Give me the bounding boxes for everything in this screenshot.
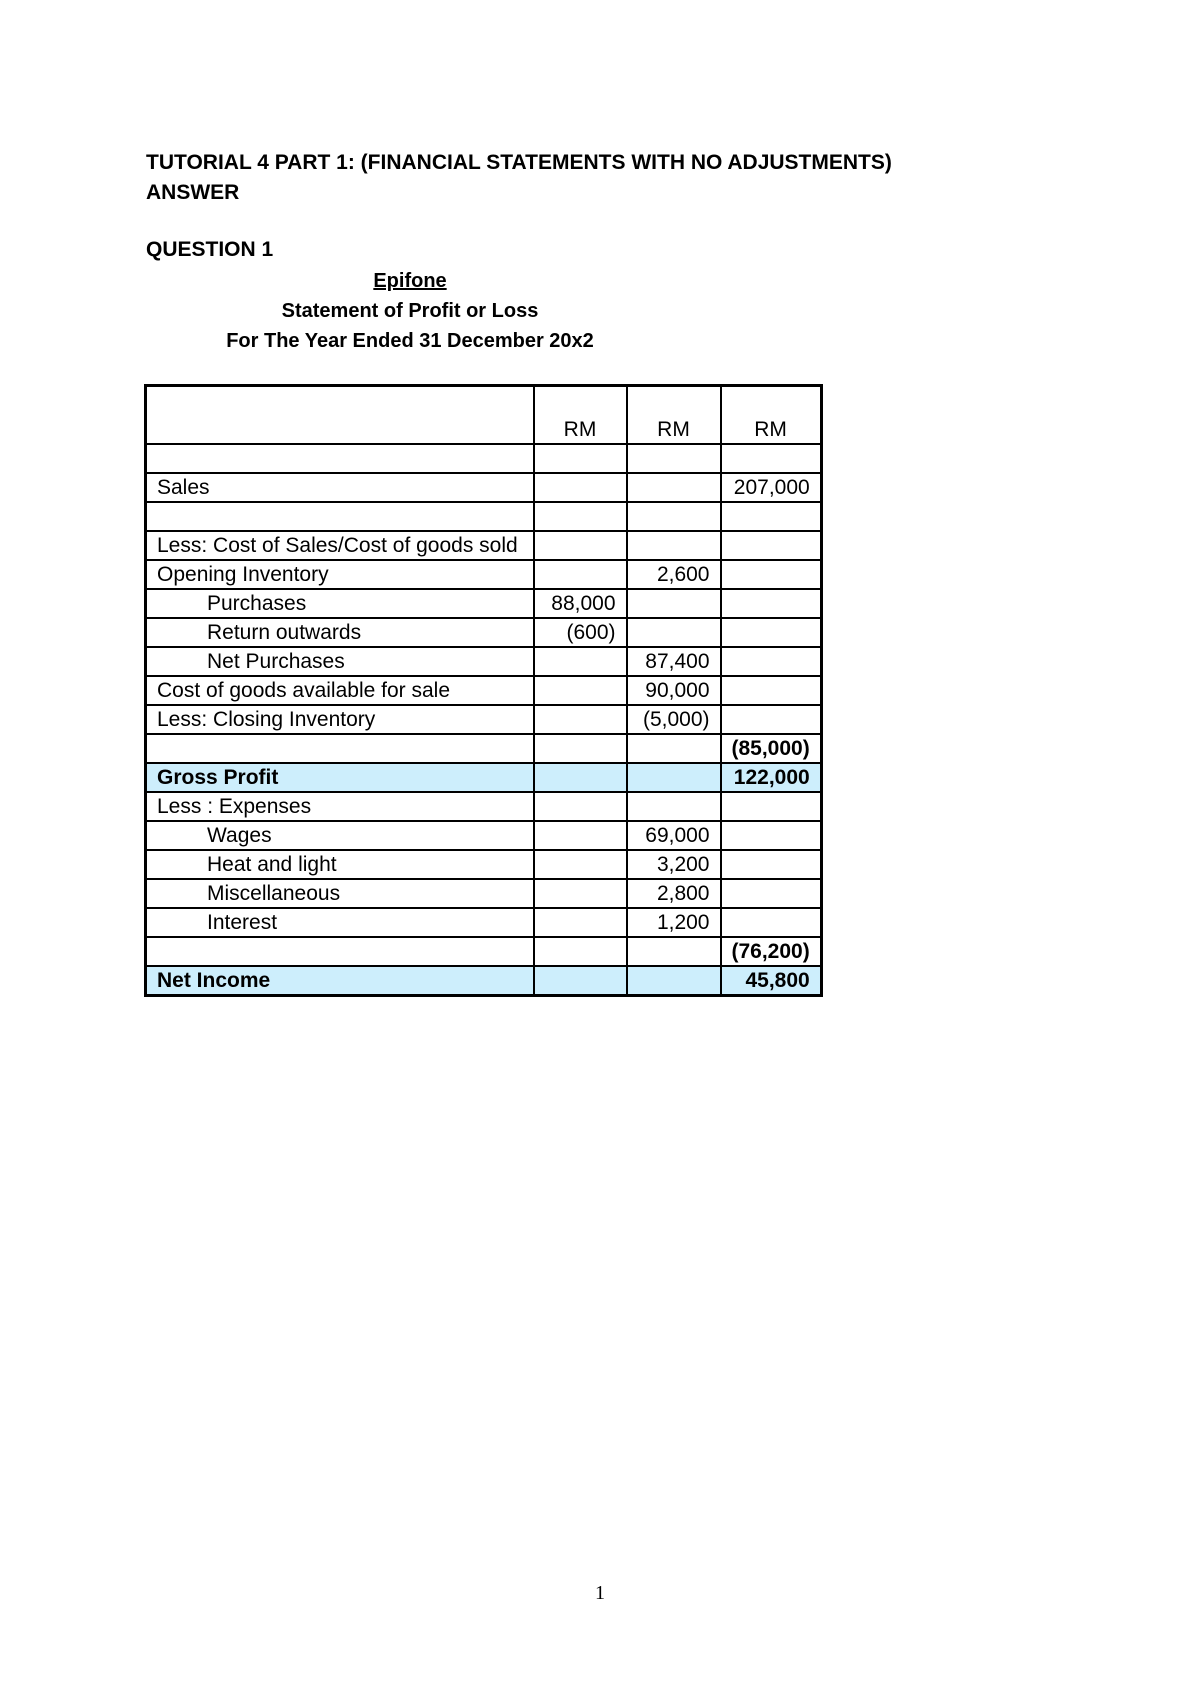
- header-cell-label: [146, 386, 534, 445]
- row-total-cell: [721, 560, 822, 589]
- row-total-cell: [721, 647, 822, 676]
- row-amount-cell: [534, 676, 627, 705]
- row-total-cell: (76,200): [721, 937, 822, 966]
- row-total-cell: [721, 531, 822, 560]
- row-amount-cell: 90,000: [627, 676, 721, 705]
- row-amount-cell: [627, 734, 721, 763]
- row-label-cell: Opening Inventory: [146, 560, 534, 589]
- statement-title: Statement of Profit or Loss: [281, 300, 539, 322]
- table-row: [146, 589, 822, 618]
- table-row: [146, 502, 822, 531]
- page-number: 1: [595, 1582, 605, 1604]
- row-label-cell: Gross Profit: [146, 763, 534, 792]
- header-cell-rm: RM: [534, 386, 627, 445]
- row-amount-cell: 87,400: [627, 647, 721, 676]
- statement-period: For The Year Ended 31 December 20x2: [226, 330, 594, 352]
- table-row: [146, 676, 822, 705]
- question-label: QUESTION 1: [146, 238, 274, 261]
- heading-line-1: TUTORIAL 4 PART 1: (FINANCIAL STATEMENTS WITH NO ADJUSTMENTS): [146, 151, 892, 174]
- table-row: [146, 937, 822, 966]
- row-amount-cell: [534, 763, 627, 792]
- row-amount-cell: [534, 850, 627, 879]
- row-amount-cell: [534, 444, 627, 473]
- row-amount-cell: 69,000: [627, 821, 721, 850]
- row-amount-cell: (600): [534, 618, 627, 647]
- row-label-cell: Purchases: [146, 589, 534, 618]
- row-amount-cell: 3,200: [627, 850, 721, 879]
- row-amount-cell: [627, 792, 721, 821]
- row-amount-cell: [534, 705, 627, 734]
- row-label-cell: [146, 937, 534, 966]
- row-total-cell: [721, 705, 822, 734]
- row-label-cell: Return outwards: [146, 618, 534, 647]
- row-label-cell: Heat and light: [146, 850, 534, 879]
- row-amount-cell: [534, 821, 627, 850]
- row-label-cell: Less: Cost of Sales/Cost of goods sold: [146, 531, 534, 560]
- row-label-cell: Wages: [146, 821, 534, 850]
- table-row: [146, 850, 822, 879]
- row-amount-cell: (5,000): [627, 705, 721, 734]
- row-amount-cell: [627, 589, 721, 618]
- row-amount-cell: [627, 763, 721, 792]
- row-total-cell: 207,000: [721, 473, 822, 502]
- table-row: [146, 879, 822, 908]
- table-row: [146, 966, 822, 996]
- row-label-cell: [146, 444, 534, 473]
- row-amount-cell: [534, 531, 627, 560]
- table-row: [146, 473, 822, 502]
- row-amount-cell: [534, 560, 627, 589]
- table-row: [146, 763, 822, 792]
- table-row: [146, 618, 822, 647]
- row-total-cell: [721, 618, 822, 647]
- row-amount-cell: [534, 908, 627, 937]
- row-total-cell: [721, 850, 822, 879]
- row-amount-cell: [627, 502, 721, 531]
- header-cell-rm: RM: [627, 386, 721, 445]
- row-label-cell: Net Income: [146, 966, 534, 996]
- table-row: [146, 908, 822, 937]
- table-row: [146, 647, 822, 676]
- row-amount-cell: [627, 966, 721, 996]
- company-name: Epifone: [373, 270, 447, 292]
- row-total-cell: [721, 792, 822, 821]
- table-row: [146, 792, 822, 821]
- row-amount-cell: [534, 502, 627, 531]
- row-label-cell: [146, 734, 534, 763]
- table-header-row: [146, 386, 822, 445]
- row-total-cell: [721, 589, 822, 618]
- profit-loss-table: [144, 384, 823, 997]
- row-amount-cell: [627, 618, 721, 647]
- row-label-cell: [146, 502, 534, 531]
- row-amount-cell: 2,800: [627, 879, 721, 908]
- statement-titles: [190, 266, 630, 356]
- row-amount-cell: [534, 792, 627, 821]
- table-row: [146, 560, 822, 589]
- row-total-cell: [721, 676, 822, 705]
- row-total-cell: [721, 879, 822, 908]
- row-amount-cell: [627, 531, 721, 560]
- row-amount-cell: 2,600: [627, 560, 721, 589]
- table-row: [146, 821, 822, 850]
- row-amount-cell: 88,000: [534, 589, 627, 618]
- table-row: [146, 734, 822, 763]
- row-label-cell: Miscellaneous: [146, 879, 534, 908]
- document-heading: [146, 148, 892, 208]
- row-total-cell: [721, 908, 822, 937]
- row-amount-cell: [627, 937, 721, 966]
- row-total-cell: [721, 821, 822, 850]
- row-amount-cell: 1,200: [627, 908, 721, 937]
- row-amount-cell: [534, 879, 627, 908]
- row-amount-cell: [534, 647, 627, 676]
- row-label-cell: Less: Closing Inventory: [146, 705, 534, 734]
- row-label-cell: Cost of goods available for sale: [146, 676, 534, 705]
- row-amount-cell: [534, 966, 627, 996]
- row-total-cell: [721, 444, 822, 473]
- header-cell-rm: RM: [721, 386, 822, 445]
- heading-line-2: ANSWER: [146, 181, 240, 204]
- row-total-cell: (85,000): [721, 734, 822, 763]
- row-amount-cell: [534, 734, 627, 763]
- row-label-cell: Sales: [146, 473, 534, 502]
- row-amount-cell: [627, 473, 721, 502]
- table-row: [146, 705, 822, 734]
- table-row: [146, 444, 822, 473]
- row-label-cell: Net Purchases: [146, 647, 534, 676]
- row-amount-cell: [534, 473, 627, 502]
- row-total-cell: 45,800: [721, 966, 822, 996]
- row-label-cell: Less : Expenses: [146, 792, 534, 821]
- table-row: [146, 531, 822, 560]
- row-amount-cell: [534, 937, 627, 966]
- row-total-cell: [721, 502, 822, 531]
- row-amount-cell: [627, 444, 721, 473]
- row-total-cell: 122,000: [721, 763, 822, 792]
- row-label-cell: Interest: [146, 908, 534, 937]
